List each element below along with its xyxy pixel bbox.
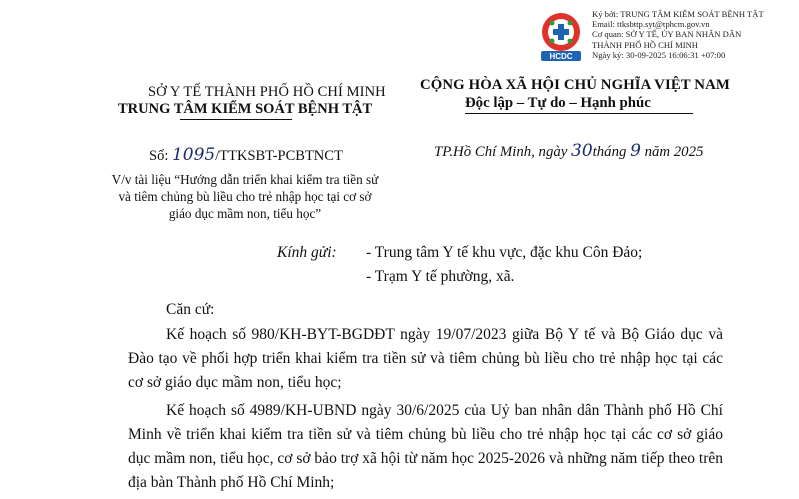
digital-signature-block [592,9,797,60]
agency-line-2: THÀNH PHỐ HỒ CHÍ MINH [592,39,698,50]
signed-date-line: Ngày ký: 30-09-2025 16:06:31 +07:00 [592,49,726,60]
date-year: năm 2025 [640,144,704,160]
body-paragraph-2: Kế hoạch số 4989/KH-UBND ngày 30/6/2025 của Uỷ ban nhân dân Thành phố Hồ Chí Minh về triển khai kiểm tra tiền sử và tiêm chủng bù liều cho trẻ nhập học tại các cơ sở giáo dục mầm non, tiểu học, cơ sở bảo trợ xã hội từ năm học 2025-2026 và những năm tiếp theo trên địa bàn Thành phố Hồ Chí Minh; [128,402,723,491]
date-day-handwritten: 30 [571,141,593,161]
issuing-organization: TRUNG TÂM KIỂM SOÁT BỆNH TẬT [118,101,373,117]
national-title: CỘNG HÒA XÃ HỘI CHỦ NGHĨA VIỆT NAM [420,77,730,93]
issuer-underline [180,119,292,120]
recipient-item: - Trạm Y tế phường, xã. [366,268,515,285]
basis-heading: Căn cứ: [166,301,215,318]
agency-line-1: Cơ quan: SỞ Y TẾ, ỦY BAN NHÂN DÂN [592,29,742,40]
national-motto: Độc lập – Tự do – Hạnh phúc [465,95,651,111]
date-prefix: TP.Hồ Chí Minh, ngày [434,144,572,160]
logo-text: HCDC [549,52,573,61]
doc-number-prefix: Số: [149,148,172,164]
signer-line: Ký bởi: TRUNG TÂM KIỂM SOÁT BỆNH TẬT [592,9,764,19]
doc-number-handwritten: 1095 [171,145,216,165]
email-line[interactable]: Email: ttksbttp.syt@tphcm.gov.vn [592,19,710,30]
body-paragraph-1: Kế hoạch số 980/KH-BYT-BGDĐT ngày 19/07/2023 giữa Bộ Y tế và Bộ Giáo dục và Đào tạo về phối hợp triển khai kiểm tra tiền sử và tiêm chủng bù liều cho trẻ nhập học tại các cơ sở giáo dục mầm non, tiểu học; [128,326,723,391]
document-date [434,141,703,161]
date-month-handwritten: 9 [630,141,641,161]
document-subject: V/v tài liệu “Hướng dẫn triển khai kiểm tra tiền sử và tiêm chủng bù liều cho trẻ nhập học tại cơ sở giáo dục mầm non, tiểu học” [111,172,379,221]
hcdc-logo [536,10,586,62]
issuing-department: SỞ Y TẾ THÀNH PHỐ HỒ CHÍ MINH [148,84,386,100]
motto-underline [465,113,693,114]
document-number [149,145,343,165]
doc-number-suffix: /TTKSBT-PCBTNCT [215,148,343,164]
recipient-item: - Trung tâm Y tế khu vực, đặc khu Côn Đảo; [366,244,643,261]
recipients-label: Kính gửi: [277,244,337,261]
date-month-label: tháng [592,144,631,160]
